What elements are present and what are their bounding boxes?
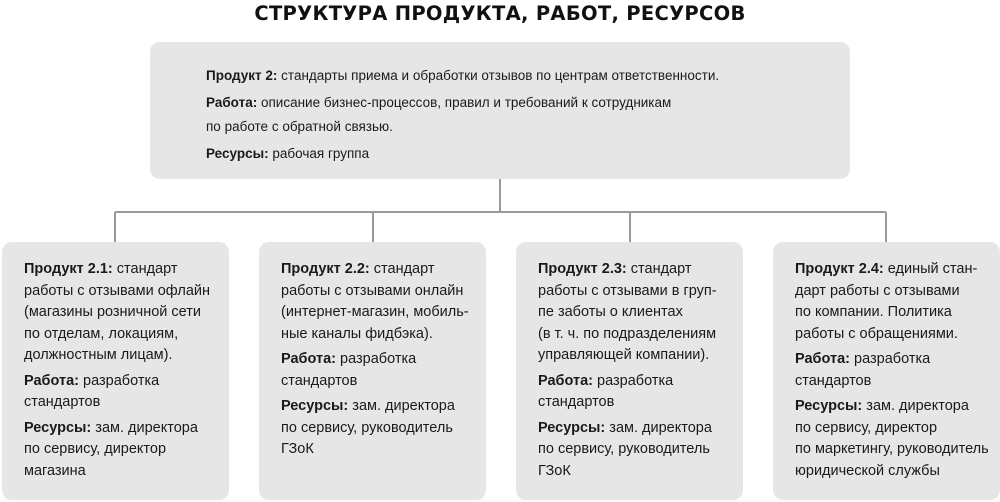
child-resources-line: ГЗоК [538,462,571,479]
child-product-line: (интернет-магазин, мобиль- [281,304,469,320]
child-resources-line: зам. директора [866,398,969,414]
child-work-label: Работа: [538,372,593,389]
root-resources-text: рабочая группа [272,146,370,161]
child-product [795,259,1000,345]
child-product-line: (магазины розничной сети [24,304,201,320]
child-resources [795,396,1000,482]
child-product-line: по отделам, локациям, [24,325,179,342]
child-product-line: по компании. Политика [795,304,952,320]
child-product-line: стандарт [630,261,692,277]
child-resources-line: по маркетингу, руководитель [795,441,989,457]
diagram-title: СТРУКТУРА ПРОДУКТА, РАБОТ, РЕСУРСОВ [254,2,746,25]
child-product-label: Продукт 2.1: [24,261,113,277]
child-work-line: разработка [83,372,160,389]
child-resources-line: зам. директора [95,419,198,436]
child-work-line: стандартов [795,372,872,389]
child-work [538,371,743,414]
child-product-line: работы с обращениями. [795,325,958,342]
root-work-text-1: описание бизнес-процессов, правил и требований к сотрудникам [260,95,672,110]
child-node-box-4 [773,242,1000,500]
root-product-text: стандарты приема и обработки отзывов по центрам ответственности. [281,68,720,83]
child-product [538,259,743,367]
child-resources-line: по сервису, директор [795,419,938,436]
root-product-label: Продукт 2: [206,68,278,83]
child-product-line: стандарт [373,261,435,277]
root-resources-label: Ресурсы: [206,146,269,161]
child-product-line: единый стан- [887,261,978,277]
child-resources-line: по сервису, директор [24,441,167,457]
child-resources-line: зам. директора [609,419,712,436]
child-work-label: Работа: [24,372,79,389]
child-resources-line: юридической службы [795,462,940,479]
child-product-label: Продукт 2.3: [538,261,627,277]
child-resources-line: по сервису, руководитель [281,419,453,436]
child-node-box-2 [259,242,486,500]
child-product-line: управляющей компании). [538,347,710,363]
child-product [24,259,229,367]
child-work-label: Работа: [795,351,850,367]
child-resources-label: Ресурсы: [281,398,349,414]
root-resources [206,142,850,166]
child-resources-line: зам. директора [352,398,455,414]
child-product-line: (в т. ч. по подразделениям [538,325,717,342]
child-work-label: Работа: [281,351,336,367]
child-work-line: стандартов [281,372,358,389]
child-product-line: должностным лицам). [24,347,173,363]
root-work [206,91,850,139]
root-work-text-2: по работе с обратной связью. [206,119,393,134]
child-product-line: ные каналы фидбэка). [281,325,433,342]
child-resources-line: по сервису, руководитель [538,441,710,457]
child-work [24,371,229,414]
child-product-label: Продукт 2.4: [795,261,884,277]
child-work-line: разработка [854,351,931,367]
root-node-box [150,42,850,179]
root-product [206,64,850,88]
child-resources [538,418,743,483]
child-work-line: стандартов [24,394,101,410]
child-product-label: Продукт 2.2: [281,261,370,277]
child-resources-line: ГЗоК [281,441,314,457]
child-node-box-3 [516,242,743,500]
child-resources-line: магазина [24,462,86,479]
child-product [281,259,486,345]
child-work-line: разработка [340,351,417,367]
child-work-line: стандартов [538,394,615,410]
child-resources [281,396,486,461]
child-resources-label: Ресурсы: [795,398,863,414]
child-product-line: стандарт [116,261,178,277]
child-product-line: пе заботы о клиентах [538,304,683,320]
child-resources [24,418,229,483]
child-product-line: работы с отзывами онлайн [281,282,464,299]
child-resources-label: Ресурсы: [538,419,606,436]
child-product-line: работы с отзывами в груп- [538,282,717,299]
child-work [281,349,486,392]
child-work-line: разработка [597,372,674,389]
child-work [795,349,1000,392]
root-work-label: Работа: [206,95,258,110]
child-resources-label: Ресурсы: [24,419,92,436]
child-product-line: работы с отзывами офлайн [24,282,211,299]
child-node-box-1 [2,242,229,500]
child-product-line: дарт работы с отзывами [795,282,960,299]
